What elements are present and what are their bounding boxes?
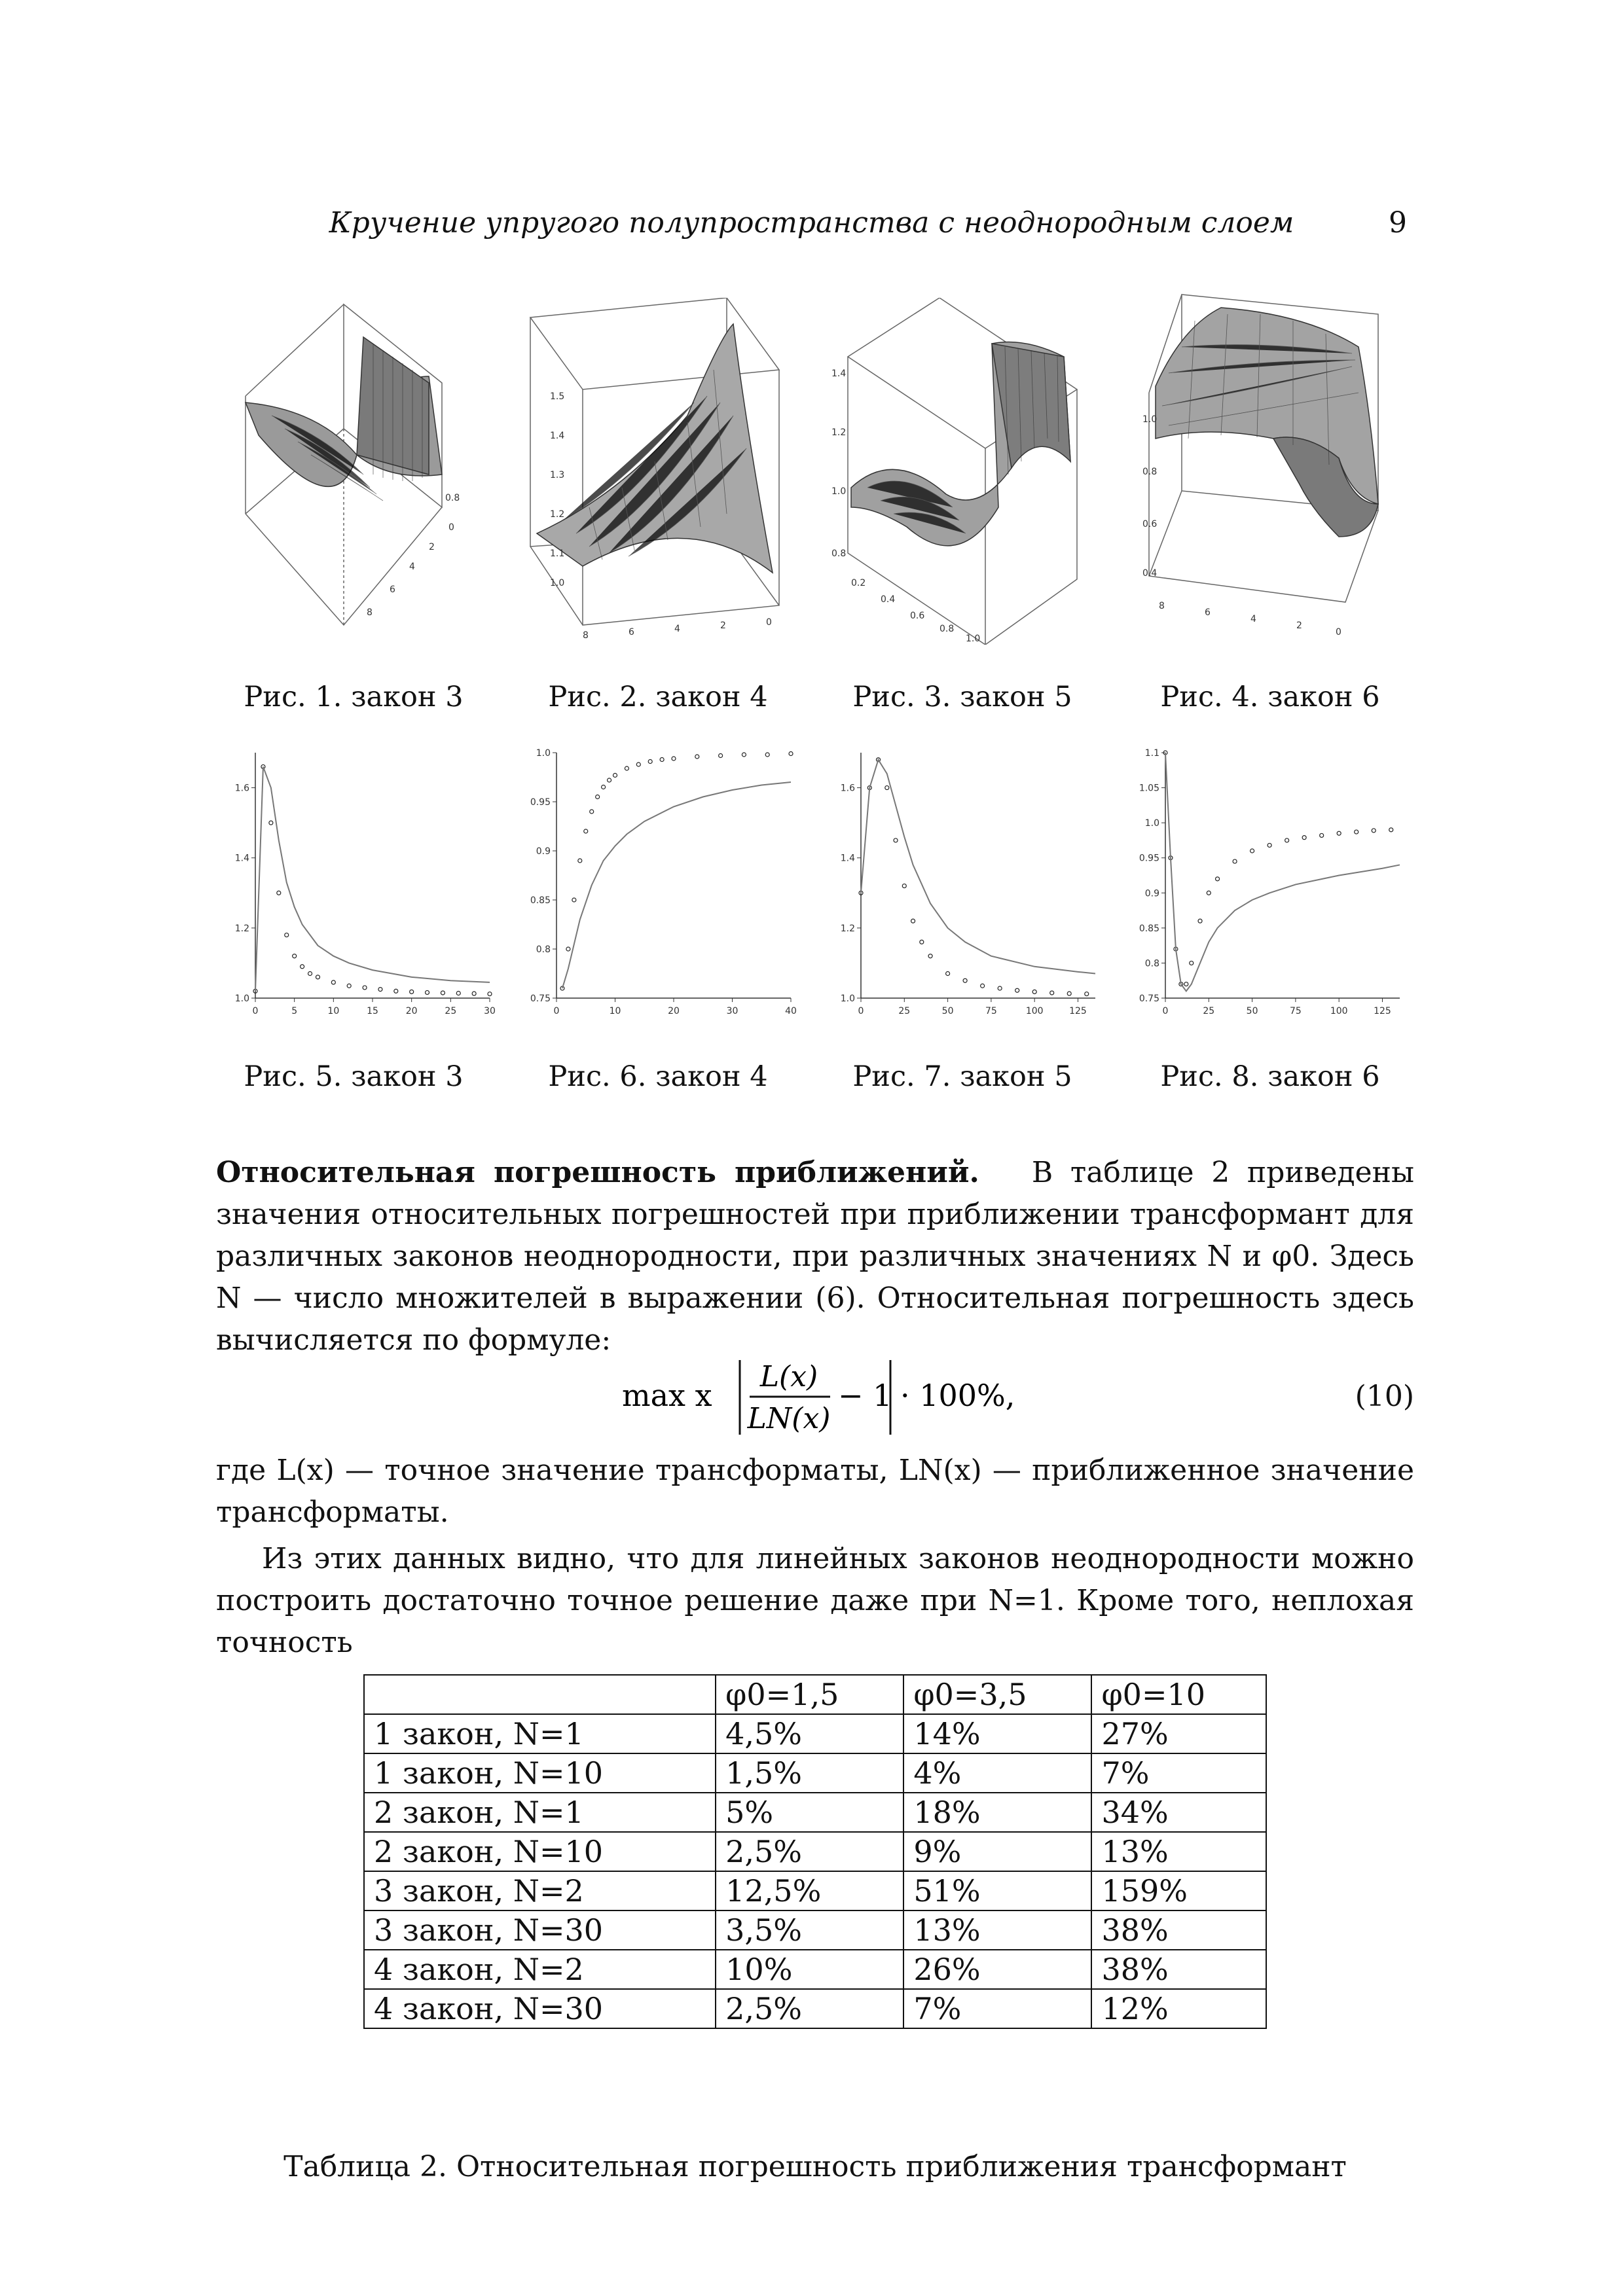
- table-caption: Таблица 2. Относительная погрешность приближения трансформант: [283, 2150, 1347, 2183]
- table-cell: 10%: [716, 1950, 903, 1989]
- data-point-exact: [331, 980, 335, 984]
- x-tick: 2: [1296, 620, 1302, 631]
- eq-lhs: max x: [622, 1378, 712, 1413]
- y-tick-label: 0.85: [1139, 923, 1159, 934]
- data-point-exact: [456, 992, 460, 996]
- table-row: [364, 1793, 1266, 1832]
- data-point-exact: [928, 954, 932, 958]
- table-cell: 34%: [1091, 1793, 1266, 1832]
- data-point-exact: [742, 753, 746, 757]
- data-point-exact: [963, 978, 967, 982]
- x-tick-label: 25: [898, 1006, 911, 1016]
- table-cell: 12%: [1091, 1989, 1266, 2028]
- data-point-exact: [1389, 828, 1393, 832]
- y-tick-label: 0.8: [1144, 958, 1159, 969]
- x-tick: 0: [448, 522, 454, 533]
- data-point-exact: [765, 753, 769, 757]
- y-tick-label: 0.9: [536, 846, 551, 857]
- data-point-exact: [1085, 992, 1089, 996]
- data-point-exact: [578, 859, 582, 863]
- z-tick: 1.0: [550, 578, 565, 588]
- chart-6: [511, 743, 799, 1031]
- data-point-exact: [911, 919, 915, 923]
- data-point-exact: [981, 984, 985, 988]
- data-point-exact: [636, 762, 640, 766]
- x-tick-label: 0: [553, 1006, 560, 1016]
- table-row: [364, 1832, 1266, 1871]
- data-point-exact: [625, 766, 629, 770]
- table-header-row: [364, 1675, 1266, 1714]
- data-point-exact: [1337, 831, 1341, 835]
- y-tick-label: 0.9: [1144, 888, 1159, 899]
- data-point-exact: [1032, 990, 1036, 994]
- y-tick-label: 0.8: [536, 944, 551, 955]
- chart-5: [210, 743, 498, 1031]
- surface-plot-4: [1142, 288, 1404, 641]
- x-tick-label: 30: [484, 1006, 496, 1016]
- table-row: [364, 1714, 1266, 1753]
- table-cell: 7%: [1091, 1753, 1266, 1793]
- table-cell: 2,5%: [716, 1989, 903, 2028]
- y-tick-label: 1.2: [840, 923, 855, 934]
- table-cell: 9%: [903, 1832, 1091, 1871]
- data-point-exact: [572, 898, 576, 902]
- data-point-exact: [426, 990, 429, 994]
- equation-graphic: [622, 1348, 1028, 1446]
- figure-caption: Рис. 3. закон 5: [852, 681, 1072, 713]
- y-tick-label: 0.75: [1139, 994, 1159, 1004]
- data-point-exact: [1372, 829, 1376, 833]
- surface-plot-3: [828, 298, 1103, 645]
- table-cell: 7%: [903, 1989, 1091, 2028]
- data-point-exact: [1190, 961, 1194, 965]
- x-tick-label: 15: [367, 1006, 378, 1016]
- data-point-exact: [277, 891, 281, 895]
- series-line-approx: [861, 760, 1095, 974]
- table-cell: 3 закон, N=30: [364, 1910, 716, 1950]
- table-header-cell: [364, 1675, 716, 1714]
- data-point-exact: [1198, 919, 1202, 923]
- table-row: [364, 1910, 1266, 1950]
- data-point-exact: [441, 991, 445, 995]
- data-point-exact: [316, 975, 319, 979]
- y-tick-label: 1.0: [840, 994, 855, 1004]
- table-row: [364, 1950, 1266, 1989]
- figure-1-surface: [232, 298, 468, 638]
- z-tick: 1.0: [831, 486, 847, 497]
- x-tick: 6: [629, 627, 634, 637]
- table-cell: 3,5%: [716, 1910, 903, 1950]
- z-tick: 1.4: [550, 431, 565, 441]
- x-tick-label: 75: [1289, 1006, 1302, 1016]
- data-point-exact: [1320, 833, 1324, 837]
- table-cell: 5%: [716, 1793, 903, 1832]
- y-tick-label: 1.6: [234, 783, 249, 794]
- x-tick-label: 100: [1025, 1006, 1044, 1016]
- x-tick-label: 10: [609, 1006, 621, 1016]
- data-point-exact: [269, 821, 273, 825]
- table-cell: 2 закон, N=10: [364, 1832, 716, 1871]
- figure-2-surface: [524, 298, 799, 645]
- section-paragraph-3: Из этих данных видно, что для линейных законов неоднородности можно построить достаточно точное решение даже при N=1. Кроме того, неплохая точность: [216, 1542, 1414, 1659]
- table-cell: 51%: [903, 1871, 1091, 1910]
- data-point-exact: [1233, 859, 1237, 863]
- figure-caption: Рис. 1. закон 3: [244, 681, 464, 713]
- chart-8: [1120, 743, 1408, 1031]
- table-cell: 1 закон, N=10: [364, 1753, 716, 1793]
- data-point-exact: [584, 829, 588, 833]
- x-tick: 6: [1205, 607, 1211, 618]
- surface-plot-2: [524, 298, 799, 645]
- x-tick-label: 125: [1069, 1006, 1087, 1016]
- z-tick: 0.8: [831, 548, 847, 559]
- z-tick: 1.1: [550, 548, 565, 559]
- z-tick: 0.6: [1142, 519, 1158, 529]
- figure-4-surface: [1142, 288, 1404, 641]
- data-point-exact: [1015, 988, 1019, 992]
- table-cell: 4 закон, N=2: [364, 1950, 716, 1989]
- data-point-exact: [946, 972, 950, 976]
- z-tick: 1.3: [550, 470, 565, 480]
- x-tick-label: 100: [1330, 1006, 1348, 1016]
- x-tick: 8: [583, 630, 589, 641]
- x-tick-label: 5: [291, 1006, 298, 1016]
- table-cell: 1 закон, N=1: [364, 1714, 716, 1753]
- table-cell: 12,5%: [716, 1871, 903, 1910]
- eq-tail: · 100%,: [900, 1378, 1015, 1413]
- table-cell: 14%: [903, 1714, 1091, 1753]
- x-tick: 0: [1336, 627, 1341, 637]
- table-header-cell: φ0=3,5: [903, 1675, 1091, 1714]
- data-point-exact: [1250, 849, 1254, 853]
- x-tick-label: 20: [405, 1006, 418, 1016]
- paragraph-text: В таблице 2 приведены значения относительных погрешностей при приближении трансформант для различных законов неоднородности, при различных значениях N и φ0. Здесь N — число множителей в выражении (6). Относительная погрешность здесь вычисляется по формуле:: [216, 1156, 1414, 1357]
- line-chart-6: [511, 743, 799, 1031]
- running-title: Кручение упругого полупространства с неоднородным слоем: [329, 206, 1294, 240]
- table-cell: 38%: [1091, 1910, 1266, 1950]
- data-point-exact: [301, 965, 304, 969]
- page-number: 9: [1389, 206, 1407, 240]
- x-tick-label: 0: [1162, 1006, 1169, 1016]
- x-tick-label: 20: [668, 1006, 680, 1016]
- x-tick-label: 25: [445, 1006, 457, 1016]
- data-point-exact: [472, 992, 476, 996]
- line-chart-5: [210, 743, 498, 1031]
- x-tick-label: 25: [1203, 1006, 1215, 1016]
- data-point-exact: [920, 940, 924, 944]
- table-cell: 159%: [1091, 1871, 1266, 1910]
- figure-caption: Рис. 6. закон 4: [548, 1060, 768, 1093]
- series-line-approx: [255, 766, 490, 991]
- x-tick: 1.0: [966, 634, 981, 644]
- line-chart-8: [1120, 743, 1408, 1031]
- line-chart-7: [815, 743, 1103, 1031]
- x-tick: 8: [367, 607, 373, 618]
- y-tick-label: 1.4: [840, 853, 855, 864]
- equation-body: [622, 1348, 1028, 1454]
- x-tick-label: 0: [252, 1006, 259, 1016]
- table-row: [364, 1753, 1266, 1793]
- data-point-exact: [308, 972, 312, 976]
- data-point-exact: [998, 986, 1002, 990]
- data-point-exact: [1285, 838, 1289, 842]
- data-point-exact: [394, 989, 398, 993]
- table-cell: 13%: [903, 1910, 1091, 1950]
- data-point-exact: [596, 795, 600, 799]
- z-tick: 0.8: [445, 493, 460, 503]
- section-paragraph-1: [216, 1152, 1414, 1361]
- data-point-exact: [602, 785, 606, 789]
- section-heading: Относительная погрешность приближений.: [216, 1156, 979, 1189]
- table-cell: 38%: [1091, 1950, 1266, 1989]
- table-header-cell: φ0=1,5: [716, 1675, 903, 1714]
- data-point-exact: [608, 778, 611, 782]
- y-tick-label: 1.1: [1144, 748, 1159, 759]
- z-tick: 1.0: [1142, 414, 1158, 425]
- x-tick-label: 50: [1246, 1006, 1258, 1016]
- data-point-exact: [363, 986, 367, 990]
- eq-minus-one: − 1: [838, 1378, 892, 1413]
- section-paragraph-2: где L(x) — точное значение трансформаты, LN(x) — приближенное значение трансформаты.: [216, 1454, 1414, 1529]
- y-tick-label: 1.4: [234, 853, 249, 864]
- data-point-exact: [1207, 891, 1211, 895]
- data-point-exact: [410, 990, 414, 994]
- x-tick: 2: [720, 620, 726, 631]
- figure-caption: Рис. 2. закон 4: [548, 681, 768, 713]
- data-point-exact: [1050, 991, 1054, 995]
- series-line-approx: [1165, 753, 1400, 991]
- series-line-approx: [562, 782, 791, 988]
- figure-3-surface: [828, 298, 1103, 645]
- y-tick-label: 1.0: [536, 748, 551, 759]
- y-tick-label: 1.6: [840, 783, 855, 794]
- error-table: [363, 1674, 1267, 2029]
- equation-10: [216, 1348, 1414, 1446]
- figure-caption: Рис. 8. закон 6: [1160, 1060, 1380, 1093]
- table-cell: 27%: [1091, 1714, 1266, 1753]
- figure-caption: Рис. 4. закон 6: [1160, 681, 1380, 713]
- z-tick: 0.8: [1142, 467, 1158, 477]
- data-point-exact: [378, 988, 382, 992]
- y-tick-label: 1.2: [234, 923, 249, 934]
- x-tick-label: 10: [327, 1006, 340, 1016]
- table-cell: 18%: [903, 1793, 1091, 1832]
- table-cell: 2 закон, N=1: [364, 1793, 716, 1832]
- y-tick-label: 1.0: [1144, 818, 1159, 829]
- table-cell: 13%: [1091, 1832, 1266, 1871]
- data-point-exact: [293, 954, 297, 958]
- eq-numerator: L(x): [759, 1360, 818, 1393]
- data-point-exact: [566, 947, 570, 951]
- y-tick-label: 0.75: [530, 994, 551, 1004]
- x-tick: 2: [429, 542, 435, 552]
- figure-caption: Рис. 5. закон 3: [244, 1060, 464, 1093]
- table-cell: 4,5%: [716, 1714, 903, 1753]
- x-tick: 0: [766, 617, 772, 628]
- x-tick-label: 75: [985, 1006, 997, 1016]
- data-point-exact: [672, 757, 676, 761]
- data-point-exact: [1355, 830, 1359, 834]
- x-tick: 8: [1159, 601, 1165, 611]
- data-point-exact: [1067, 992, 1071, 996]
- x-tick: 0.2: [851, 578, 866, 588]
- x-tick: 0.4: [881, 594, 896, 605]
- surface-plot-1: [232, 298, 468, 638]
- data-point-exact: [347, 984, 351, 988]
- data-point-exact: [1184, 982, 1188, 986]
- x-tick: 4: [1250, 614, 1256, 624]
- y-tick-label: 0.95: [1139, 853, 1159, 864]
- figure-caption: Рис. 7. закон 5: [852, 1060, 1072, 1093]
- data-point-exact: [1267, 843, 1271, 847]
- data-point-exact: [1216, 877, 1220, 881]
- x-tick-label: 30: [726, 1006, 739, 1016]
- x-tick: 4: [409, 562, 415, 572]
- z-tick: 1.2: [550, 509, 565, 520]
- data-point-exact: [902, 884, 906, 888]
- data-point-exact: [285, 933, 289, 937]
- data-point-exact: [648, 760, 652, 764]
- running-head: [216, 206, 1407, 245]
- x-tick-label: 50: [941, 1006, 954, 1016]
- data-point-exact: [894, 838, 898, 842]
- data-point-exact: [660, 758, 664, 762]
- y-tick-label: 0.85: [530, 895, 551, 906]
- data-point-exact: [590, 810, 594, 814]
- y-tick-label: 0.95: [530, 797, 551, 808]
- x-tick: 6: [390, 584, 395, 595]
- z-tick: 0.4: [1142, 568, 1158, 579]
- data-point-exact: [488, 992, 492, 996]
- table-header-cell: φ0=10: [1091, 1675, 1266, 1714]
- data-point-exact: [1302, 836, 1306, 840]
- table-cell: 4 закон, N=30: [364, 1989, 716, 2028]
- z-tick: 1.5: [550, 391, 565, 402]
- table-row: [364, 1989, 1266, 2028]
- x-tick: 4: [674, 624, 680, 634]
- x-tick-label: 125: [1374, 1006, 1391, 1016]
- data-point-exact: [789, 752, 793, 756]
- chart-7: [815, 743, 1103, 1031]
- y-tick-label: 1.05: [1139, 783, 1159, 794]
- table-cell: 3 закон, N=2: [364, 1871, 716, 1910]
- data-point-exact: [719, 754, 723, 758]
- table-row: [364, 1871, 1266, 1910]
- x-tick-label: 40: [785, 1006, 797, 1016]
- table-cell: 26%: [903, 1950, 1091, 1989]
- x-tick: 0.6: [910, 611, 925, 621]
- eq-denominator: LN(x): [747, 1402, 831, 1435]
- table-cell: 1,5%: [716, 1753, 903, 1793]
- z-tick: 1.2: [831, 427, 847, 438]
- data-point-exact: [885, 786, 889, 790]
- equation-number: (10): [1355, 1380, 1414, 1413]
- x-tick-label: 0: [858, 1006, 864, 1016]
- z-tick: 1.4: [831, 368, 847, 379]
- x-tick: 0.8: [939, 624, 955, 634]
- data-point-exact: [613, 774, 617, 778]
- y-tick-label: 1.0: [234, 994, 249, 1004]
- data-point-exact: [695, 755, 699, 759]
- table-cell: 2,5%: [716, 1832, 903, 1871]
- table-cell: 4%: [903, 1753, 1091, 1793]
